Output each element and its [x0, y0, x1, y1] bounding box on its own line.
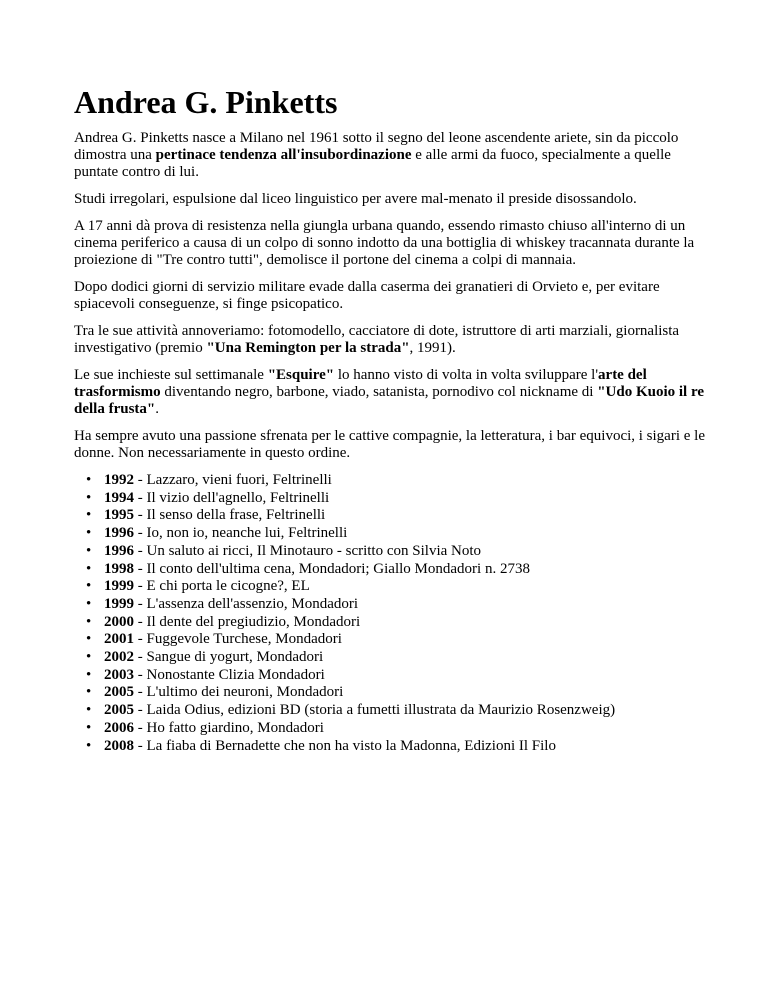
publication-year: 1999	[104, 595, 134, 612]
publication-title: - Ho fatto giardino, Mondadori	[134, 719, 324, 736]
paragraph-text: , 1991).	[409, 340, 456, 356]
publication-title: - La fiaba di Bernadette che non ha visto la Madonna, Edizioni Il Filo	[134, 737, 556, 754]
bold-phrase: "Esquire"	[267, 367, 335, 383]
publication-title: - Nonostante Clizia Mondadori	[134, 666, 325, 683]
list-item	[104, 684, 708, 702]
paragraph-text: Andrea G. Pinketts nasce a Milano nel 1961 sotto il segno del leone ascendente ariete, sin da piccolo dimostra una	[74, 130, 679, 163]
list-item	[104, 649, 708, 667]
paragraph-esquire	[74, 367, 708, 418]
publication-year: 2005	[104, 702, 134, 719]
publication-year: 2000	[104, 613, 134, 630]
publication-year: 1998	[104, 560, 134, 577]
bold-phrase: pertinace tendenza all'insubordinazione	[155, 147, 412, 163]
publication-title: - Il dente del pregiudizio, Mondadori	[134, 613, 361, 630]
publication-year: 2002	[104, 649, 134, 666]
publication-title: - Il conto dell'ultima cena, Mondadori; Giallo Mondadori n. 2738	[134, 560, 530, 577]
list-item	[104, 561, 708, 579]
list-item	[104, 720, 708, 738]
bold-phrase: arte del trasformismo	[74, 367, 647, 400]
page-title: Andrea G. Pinketts	[74, 84, 338, 120]
list-item	[104, 507, 708, 525]
bibliography-list	[74, 472, 708, 755]
publication-title: - Sangue di yogurt, Mondadori	[134, 649, 324, 666]
publication-title: - L'assenza dell'assenzio, Mondadori	[134, 595, 359, 612]
publication-title: - Il vizio dell'agnello, Feltrinelli	[134, 489, 330, 506]
publication-title: - Lazzaro, vieni fuori, Feltrinelli	[134, 472, 332, 488]
publication-year: 1999	[104, 578, 134, 595]
list-item	[104, 525, 708, 543]
paragraph-studies: Studi irregolari, espulsione dal liceo linguistico per avere mal-menato il preside disossandolo.	[74, 191, 637, 207]
publication-title: - L'ultimo dei neuroni, Mondadori	[134, 684, 344, 701]
bold-phrase: "Una Remington per la strada"	[206, 340, 410, 356]
list-item	[104, 631, 708, 649]
list-item	[104, 472, 708, 490]
paragraph-activities	[74, 323, 708, 357]
publication-year: 2003	[104, 666, 134, 683]
list-item	[104, 490, 708, 508]
publication-year: 1996	[104, 525, 134, 542]
list-item	[104, 738, 708, 756]
paragraph-text: Le sue inchieste sul settimanale	[74, 367, 268, 383]
publication-year: 2001	[104, 631, 134, 648]
list-item	[104, 614, 708, 632]
paragraph-cinema: A 17 anni dà prova di resistenza nella giungla urbana quando, essendo rimasto chiuso all'interno di un cinema periferico a causa di un colpo di sonno indotto da una bottiglia di whiskey tracannata durante la proiezione di "Tre contro tutti", demolisce il portone del cinema a colpi di mannaia.	[74, 218, 695, 268]
list-item	[104, 702, 708, 720]
publication-year: 2008	[104, 737, 134, 754]
publication-year: 2005	[104, 684, 134, 701]
paragraph-text: diventando negro, barbone, viado, satanista, pornodivo col nickname di	[160, 384, 598, 400]
paragraph-text: Tra le sue attività annoveriamo: fotomodello, cacciatore di dote, istruttore di arti marziali, giornalista investigativo (premio	[74, 323, 680, 356]
publication-title: - Un saluto ai ricci, Il Minotauro - scritto con Silvia Noto	[134, 542, 482, 559]
paragraph-passions: Ha sempre avuto una passione sfrenata per le cattive compagnie, la letteratura, i bar equivoci, i sigari e le donne. Non necessariamente in questo ordine.	[74, 428, 705, 461]
publication-year: 1996	[104, 542, 134, 559]
paragraph-text: e alle armi da fuoco, specialmente a quelle puntate contro di lui.	[74, 147, 671, 180]
bold-phrase: "Udo Kuoio il re della frusta"	[74, 384, 705, 417]
publication-title: - Io, non io, neanche lui, Feltrinelli	[134, 525, 348, 542]
publication-year: 2006	[104, 719, 134, 736]
paragraph-text: .	[155, 401, 159, 417]
paragraph-military: Dopo dodici giorni di servizio militare evade dalla caserma dei granatieri di Orvieto e, per evitare spiacevoli conseguenze, si finge psicopatico.	[74, 279, 660, 312]
publication-year: 1992	[104, 472, 134, 488]
publication-title: - Laida Odius, edizioni BD (storia a fumetti illustrata da Maurizio Rosenzweig)	[134, 702, 616, 719]
list-item	[104, 667, 708, 685]
publication-year: 1994	[104, 489, 134, 506]
list-item	[104, 596, 708, 614]
list-item	[104, 543, 708, 561]
publication-title: - E chi porta le cicogne?, EL	[134, 578, 310, 595]
publication-title: - Il senso della frase, Feltrinelli	[134, 507, 326, 524]
publication-title: - Fuggevole Turchese, Mondadori	[134, 631, 342, 648]
list-item	[104, 578, 708, 596]
paragraph-text: lo hanno visto di volta in volta sviluppare l'	[334, 367, 599, 383]
publication-year: 1995	[104, 507, 134, 524]
paragraph-birth	[74, 130, 708, 181]
